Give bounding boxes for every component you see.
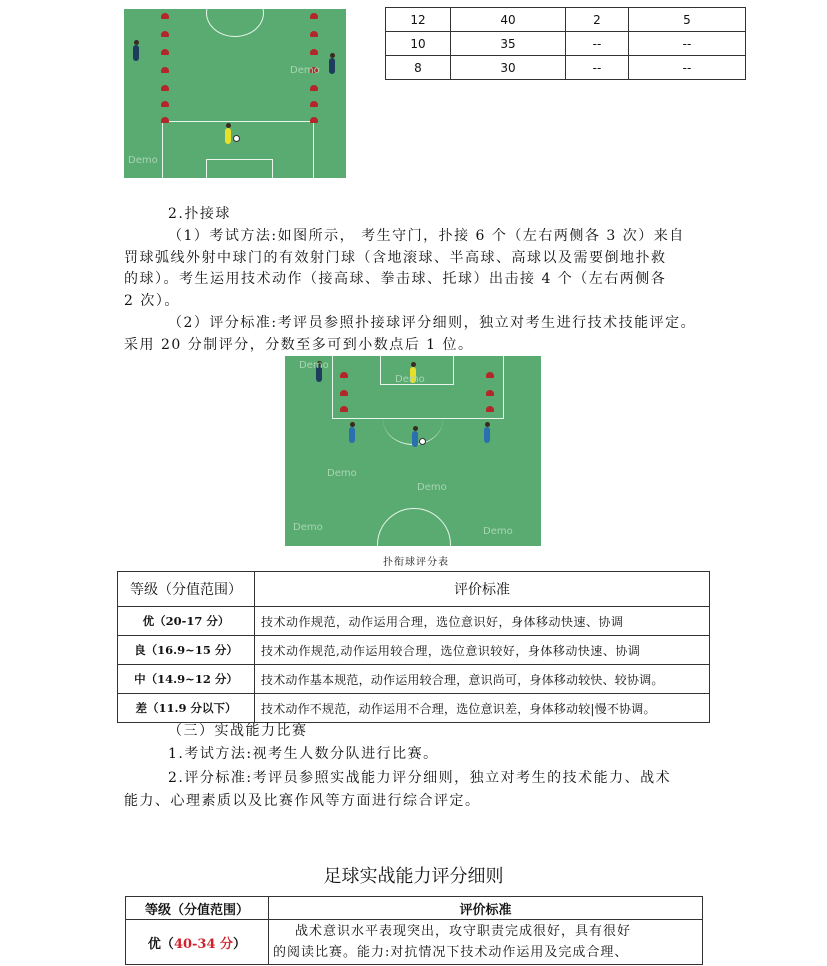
table-row: 优（20-17 分） 技术动作规范，动作运用合理，选位意识好，身体移动快速、协调 [118, 607, 710, 636]
catch-criteria-line1: （2）评分标准:考评员参照扑接球评分细则，独立对考生进行技术技能评定。 [168, 315, 697, 331]
catch-score-table [117, 571, 710, 723]
match-table-title: 足球实战能力评分细则 [323, 866, 504, 887]
match-method: 1.考试方法:视考生人数分队进行比赛。 [168, 746, 439, 762]
drill-diagram-2: Demo Demo Demo Demo Demo Demo [285, 356, 541, 546]
match-score-table [125, 896, 703, 965]
catch-method-line1: （1）考试方法:如图所示， 考生守门，扑接 6 个（左右两侧各 3 次）来自 [168, 228, 685, 244]
section-match-title: （三）实战能力比赛 [168, 723, 308, 739]
figure-caption: 扑衔球评分表 [383, 557, 449, 568]
catch-method-line4: 2 次）。 [124, 293, 180, 309]
table-row: 等级（分值范围） 评价标准 [118, 572, 710, 607]
section-catch-title: 2.扑接球 [168, 206, 231, 222]
drill-diagram-1: Demo Demo [124, 9, 346, 178]
table-row: 12 40 2 5 [386, 8, 746, 32]
table-row: 优（40-34 分） 战术意识水平表现突出，攻守职责完成很好，具有很好 的阅读比赛。能力:对抗情况下技术动作运用及完成合理、 [126, 920, 703, 965]
table-row: 良（16.9~15 分） 技术动作规范,动作运用较合理，选位意识较好，身体移动快速、协调 [118, 636, 710, 665]
table-row: 等级（分值范围） 评价标准 [126, 897, 703, 920]
catch-criteria-line2: 采用 20 分制评分，分数至多可到小数点后 1 位。 [124, 337, 474, 353]
table-row: 差（11.9 分以下） 技术动作不规范，动作运用不合理，选位意识差，身体移动较|慢不协调。 [118, 694, 710, 723]
table-row: 中（14.9~12 分） 技术动作基本规范，动作运用较合理，意识尚可，身体移动较快、较协调。 [118, 665, 710, 694]
catch-method-line2: 罚球弧线外射中球门的有效射门球（含地滚球、半高球、高球以及需要倒地扑救 [124, 250, 667, 266]
match-criteria-line2: 能力、心理素质以及比赛作风等方面进行综合评定。 [124, 793, 481, 809]
score-table [385, 7, 746, 80]
table-row: 10 35 -- -- [386, 32, 746, 56]
table-row: 8 30 -- -- [386, 56, 746, 80]
score-range-highlight: 40-34 分 [173, 936, 234, 952]
match-criteria-line1: 2.评分标准:考评员参照实战能力评分细则，独立对考生的技术能力、战术 [168, 770, 672, 786]
catch-method-line3: 的球）。考生运用技术动作（接高球、拳击球、托球）出击接 4 个（左右两侧各 [124, 271, 667, 287]
